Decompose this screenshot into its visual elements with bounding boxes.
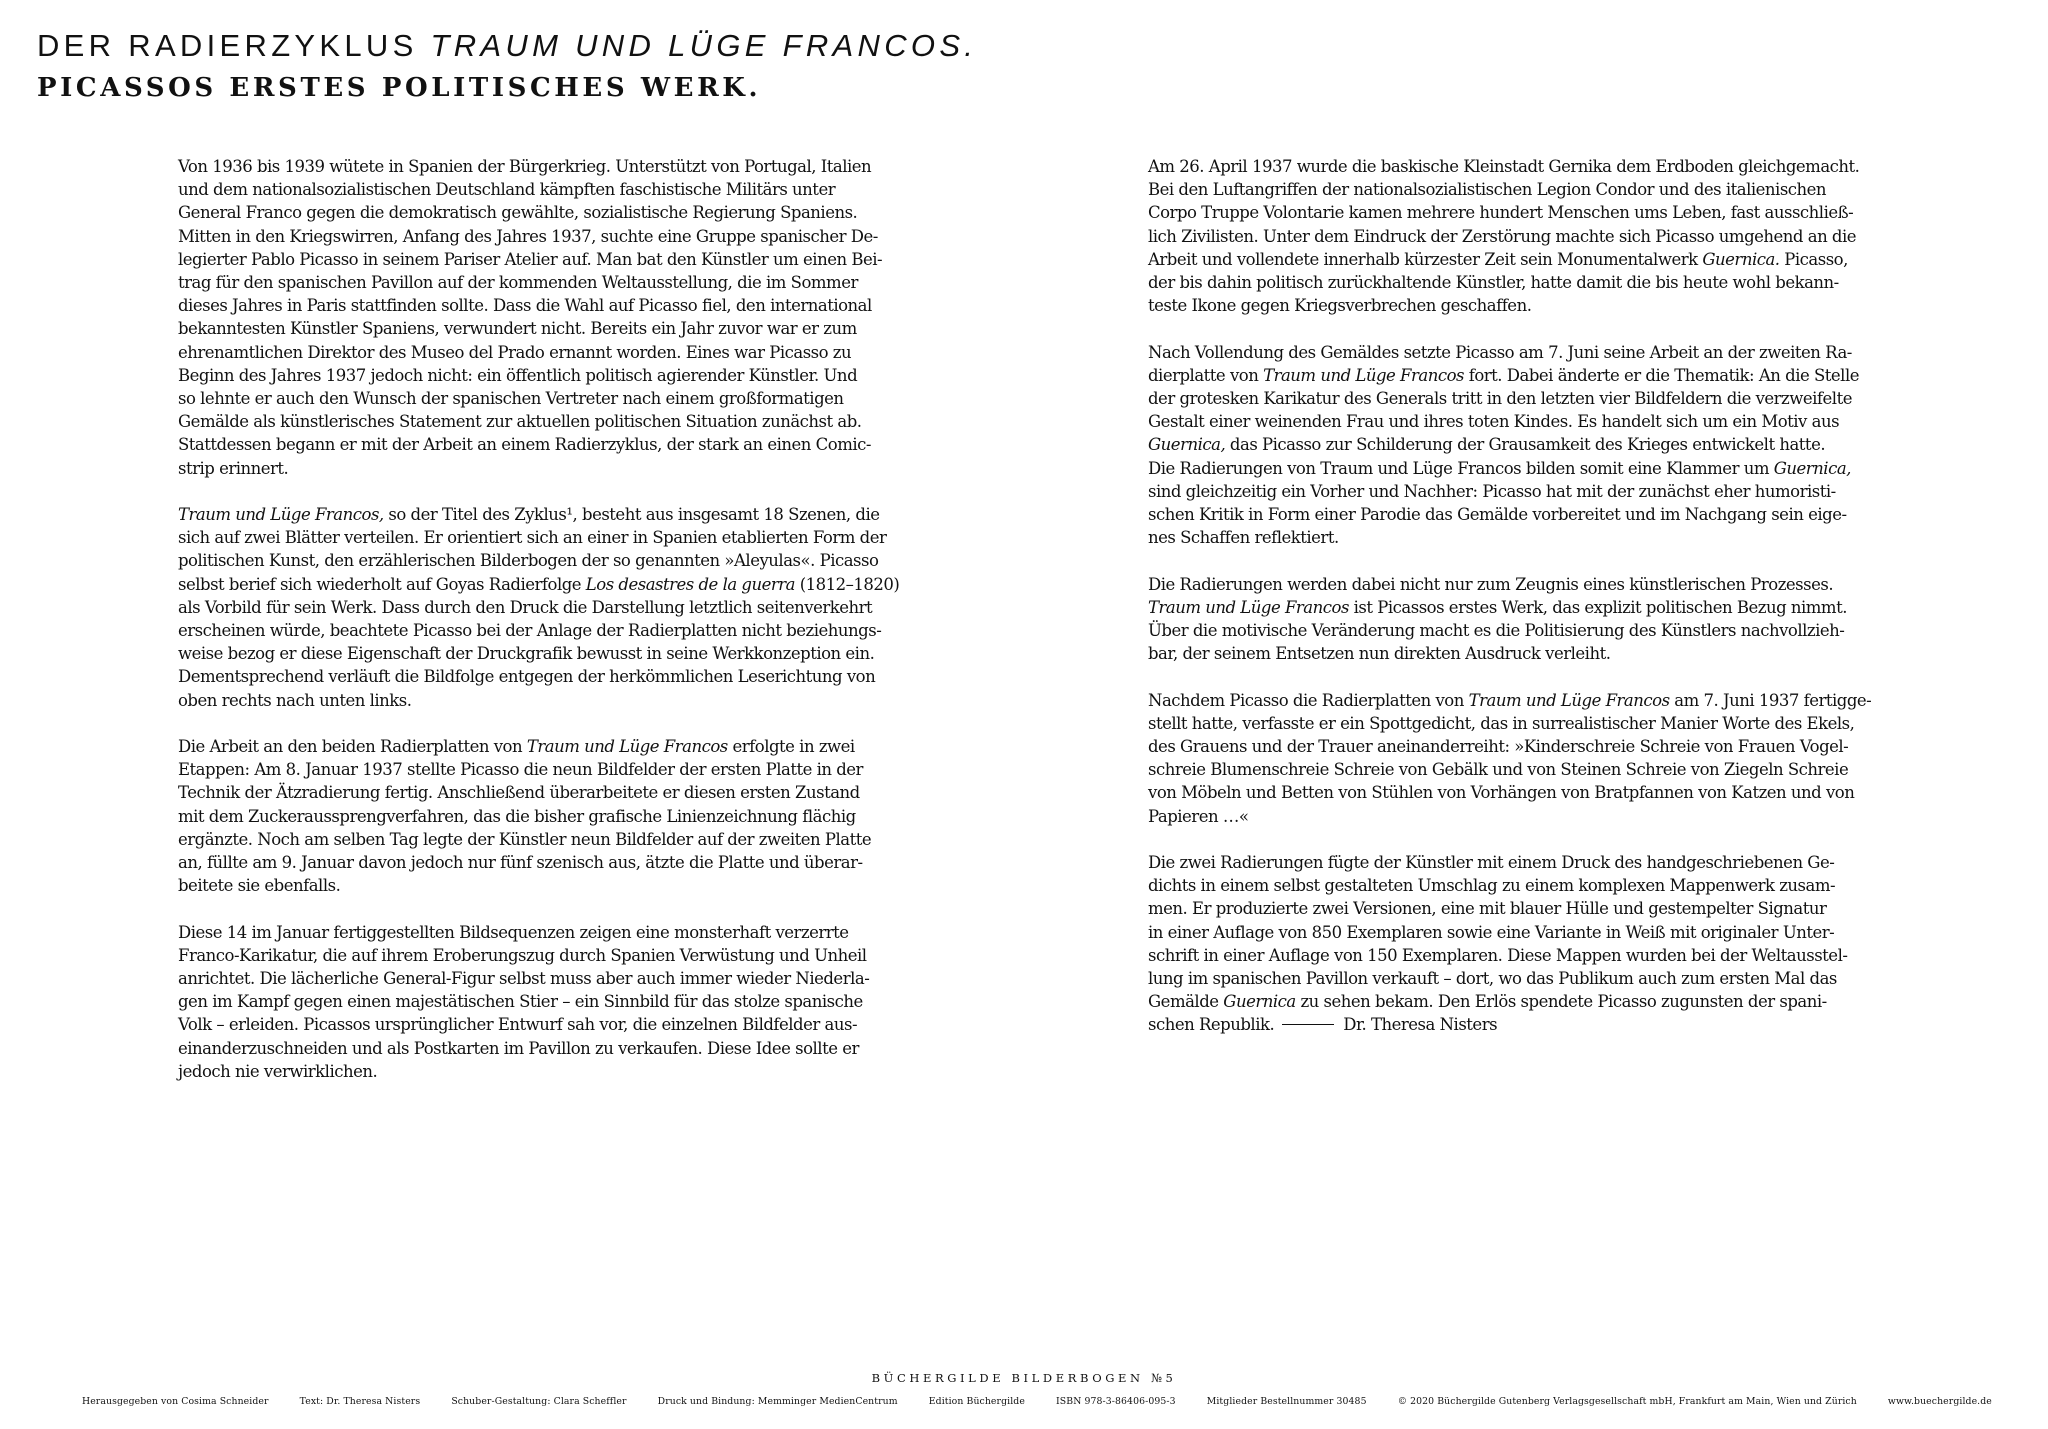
text-line: Corpo Truppe Volontarie kamen mehrere hundert Menschen ums Leben, fast ausschließ- bbox=[1148, 203, 1854, 223]
signature-dash bbox=[1282, 1024, 1334, 1025]
text-line: der grotesken Karikatur des Generals tritt in den letzten vier Bildfeldern die verzweifelte bbox=[1148, 389, 1852, 409]
paragraph-right-3 bbox=[1148, 573, 1876, 666]
text-line: dieses Jahres in Paris stattfinden sollte. Dass die Wahl auf Picasso fiel, den international bbox=[178, 296, 872, 316]
text-line bbox=[1148, 689, 1876, 712]
text-line: einanderzuschneiden und als Postkarten im Pavillon zu verkaufen. Diese Idee sollte er bbox=[178, 1038, 859, 1058]
left-column bbox=[178, 155, 906, 1106]
text-line: men. Er produzierte zwei Versionen, eine mit blauer Hülle und gestempelter Signatur bbox=[1148, 899, 1827, 919]
text-line: beitete sie ebenfalls. bbox=[178, 876, 341, 896]
colophon bbox=[82, 1395, 1992, 1409]
text-run: Arbeit und vollendete innerhalb kürzester Zeit sein Monumentalwerk bbox=[1148, 249, 1703, 269]
page-title-prefix: DER RADIERZYKLUS bbox=[37, 28, 431, 63]
text-line: Papieren …« bbox=[1148, 806, 1249, 826]
text-line: und dem nationalsozialistischen Deutschland kämpften faschistische Militärs unter bbox=[178, 180, 836, 200]
text-line: Stattdessen begann er mit der Arbeit an einem Radierzyklus, der stark an einen Comic- bbox=[178, 435, 871, 455]
text-line bbox=[1148, 596, 1876, 619]
text-line: Diese 14 im Januar fertiggestellten Bildsequenzen zeigen eine monsterhaft verzerrte bbox=[178, 922, 849, 942]
text-line: Gemälde als künstlerisches Statement zur aktuellen politischen Situation zunächst ab. bbox=[178, 412, 862, 432]
text-line: stellt hatte, verfasste er ein Spottgedicht, das in surrealistischer Manier Worte des Ekels, bbox=[1148, 713, 1855, 733]
text-line: bar, der seinem Entsetzen nun direkten Ausdruck verleiht. bbox=[1148, 644, 1611, 664]
text-line bbox=[178, 503, 906, 526]
paragraph-left-3 bbox=[178, 735, 906, 897]
text-line: sind gleichzeitig ein Vorher und Nachher: Picasso hat mit der zunächst eher humoristi- bbox=[1148, 481, 1836, 501]
text-line: Von 1936 bis 1939 wütete in Spanien der Bürgerkrieg. Unterstützt von Portugal, Italien bbox=[178, 157, 872, 176]
text-line: Nach Vollendung des Gemäldes setzte Picasso am 7. Juni seine Arbeit an der zweiten Ra- bbox=[1148, 342, 1852, 362]
text-line: ergänzte. Noch am selben Tag legte der Künstler neun Bildfelder auf der zweiten Platte bbox=[178, 829, 872, 849]
text-line: Dementsprechend verläuft die Bildfolge entgegen der herkömmlichen Leserichtung von bbox=[178, 667, 876, 687]
credit-print: Druck und Bindung: Memminger MedienCentrum bbox=[657, 1396, 898, 1407]
credit-order-number: Mitglieder Bestellnummer 30485 bbox=[1206, 1396, 1367, 1407]
text-run: zu sehen bekam. Den Erlös spendete Picasso zugunsten der spani- bbox=[1295, 992, 1827, 1012]
paragraph-left-2 bbox=[178, 503, 906, 712]
italic-work-title: Guernica. bbox=[1702, 249, 1780, 269]
text-line: teste Ikone gegen Kriegsverbrechen geschaffen. bbox=[1148, 296, 1532, 316]
italic-work-title: Guernica, bbox=[1773, 458, 1851, 478]
text-line: jedoch nie verwirklichen. bbox=[178, 1061, 378, 1081]
text-line bbox=[1148, 433, 1876, 456]
credit-edition: Edition Büchergilde bbox=[928, 1396, 1025, 1407]
text-run: Gemälde bbox=[1148, 992, 1224, 1012]
italic-work-title: Guernica bbox=[1223, 992, 1296, 1012]
text-line: nes Schaffen reflektiert. bbox=[1148, 528, 1339, 548]
text-line bbox=[1148, 248, 1876, 271]
credit-design: Schuber-Gestaltung: Clara Scheffler bbox=[451, 1396, 627, 1407]
text-run: Nachdem Picasso die Radierplatten von bbox=[1148, 690, 1469, 710]
text-line: strip erinnert. bbox=[178, 458, 289, 478]
text-line: weise bezog er diese Eigenschaft der Druckgrafik bewusst in seine Werkkonzeption ein. bbox=[178, 644, 875, 664]
credit-text: Text: Dr. Theresa Nisters bbox=[299, 1396, 421, 1407]
text-line bbox=[1148, 364, 1876, 387]
text-line: lich Zivilisten. Unter dem Eindruck der Zerstörung machte sich Picasso umgehend an die bbox=[1148, 226, 1857, 246]
text-line bbox=[1148, 990, 1876, 1013]
text-line: politischen Kunst, den erzählerischen Bilderbogen der so genannten »Aleyulas«. Picasso bbox=[178, 551, 879, 571]
text-run: Die Arbeit an den beiden Radierplatten von bbox=[178, 737, 527, 757]
series-title: BÜCHERGILDE BILDERBOGEN №5 bbox=[871, 1371, 1177, 1385]
paragraph-left-1 bbox=[178, 155, 906, 480]
website-link[interactable]: www.buechergilde.de bbox=[1887, 1396, 1992, 1407]
text-line: Die zwei Radierungen fügte der Künstler mit einem Druck des handgeschriebenen Ge- bbox=[1148, 853, 1835, 873]
text-line: Die Radierungen werden dabei nicht nur zum Zeugnis eines künstlerischen Prozesses. bbox=[1148, 574, 1834, 594]
text-line: Franco-Karikatur, die auf ihrem Eroberungszug durch Spanien Verwüstung und Unheil bbox=[178, 945, 867, 965]
text-line bbox=[1148, 1013, 1876, 1036]
paragraph-right-5 bbox=[1148, 851, 1876, 1037]
text-line: gen im Kampf gegen einen majestätischen Stier – ein Sinnbild für das stolze spanische bbox=[178, 992, 863, 1012]
paragraph-right-2 bbox=[1148, 341, 1876, 550]
text-line: erscheinen würde, beachtete Picasso bei der Anlage der Radierplatten nicht beziehungs- bbox=[178, 621, 882, 641]
text-run: fort. Dabei änderte er die Thematik: An die Stelle bbox=[1463, 365, 1860, 385]
italic-work-title: Guernica, bbox=[1148, 435, 1226, 455]
title-block bbox=[37, 24, 977, 108]
text-run: ist Picassos erstes Werk, das explizit politischen Bezug nimmt. bbox=[1348, 597, 1847, 617]
italic-work-title: Los desastres de la guerra bbox=[585, 574, 795, 594]
page-title-work: TRAUM UND LÜGE FRANCOS. bbox=[430, 28, 978, 63]
text-line: schen Kritik in Form einer Parodie das Gemälde vorbereitet und im Nachgang sein eige- bbox=[1148, 505, 1847, 525]
italic-work-title: Traum und Lüge Francos bbox=[1148, 597, 1349, 617]
text-run: so der Titel des Zyklus¹, besteht aus insgesamt 18 Szenen, die bbox=[383, 505, 880, 525]
page-subtitle: PICASSOS ERSTES POLITISCHES WERK. bbox=[37, 73, 762, 103]
text-run: Picasso, bbox=[1779, 249, 1848, 269]
text-line: Am 26. April 1937 wurde die baskische Kleinstadt Gernika dem Erdboden gleichgemacht. bbox=[1148, 157, 1860, 176]
text-line: Über die motivische Veränderung macht es die Politisierung des Künstlers nachvollzieh- bbox=[1148, 621, 1845, 641]
italic-work-title: Traum und Lüge Francos bbox=[1468, 690, 1670, 710]
text-line: Beginn des Jahres 1937 jedoch nicht: ein öffentlich politisch agierender Künstler. Und bbox=[178, 365, 858, 385]
text-line: General Franco gegen die demokratisch gewählte, sozialistische Regierung Spaniens. bbox=[178, 203, 858, 223]
text-line: von Möbeln und Betten von Stühlen von Vorhängen von Bratpfannen von Katzen und von bbox=[1148, 783, 1855, 803]
paragraph-right-4 bbox=[1148, 689, 1876, 828]
text-line: des Grauens und der Trauer aneinanderreiht: »Kinderschreie Schreie von Frauen Vogel- bbox=[1148, 737, 1849, 757]
paragraph-left-4 bbox=[178, 921, 906, 1083]
credit-copyright: © 2020 Büchergilde Gutenberg Verlagsgesellschaft mbH, Frankfurt am Main, Wien und Zürich bbox=[1397, 1396, 1857, 1407]
text-run: Die Radierungen von Traum und Lüge Francos bilden somit eine Klammer um bbox=[1148, 458, 1774, 478]
text-line: schreie Blumenschreie Schreie von Gebälk und von Steinen Schreie von Ziegeln Schreie bbox=[1148, 760, 1849, 780]
text-line: in einer Auflage von 850 Exemplaren sowie eine Variante in Weiß mit originaler Unter- bbox=[1148, 922, 1835, 942]
text-line bbox=[1148, 457, 1876, 480]
italic-work-title: Traum und Lüge Francos bbox=[526, 737, 728, 757]
text-line: ehrenamtlichen Direktor des Museo del Prado ernannt worden. Eines war Picasso zu bbox=[178, 342, 852, 362]
text-run: schen Republik. bbox=[1148, 1015, 1275, 1035]
text-line: so lehnte er auch den Wunsch der spanischen Vertreter nach einem großformatigen bbox=[178, 389, 844, 409]
text-line: trag für den spanischen Pavillon auf der kommenden Weltausstellung, die im Sommer bbox=[178, 273, 858, 293]
text-line: schrift in einer Auflage von 150 Exemplaren. Diese Mappen wurden bei der Weltausstel- bbox=[1148, 945, 1848, 965]
text-run: erfolgte in zwei bbox=[727, 737, 855, 757]
text-line: sich auf zwei Blätter verteilen. Er orientiert sich an einer in Spanien etablierten Form der bbox=[178, 528, 887, 548]
text-line: Etappen: Am 8. Januar 1937 stellte Picasso die neun Bildfelder der ersten Platte in der bbox=[178, 760, 863, 780]
text-run: dierplatte von bbox=[1148, 365, 1264, 385]
text-line: bekanntesten Künstler Spaniens, verwundert nicht. Bereits ein Jahr zuvor war er zum bbox=[178, 319, 857, 339]
text-line: dichts in einem selbst gestalteten Umschlag zu einem komplexen Mappenwerk zusam- bbox=[1148, 876, 1836, 896]
text-line: lung im spanischen Pavillon verkauft – dort, wo das Publikum auch zum ersten Mal das bbox=[1148, 969, 1837, 989]
text-line: Volk – erleiden. Picassos ursprünglicher Entwurf sah vor, die einzelnen Bildfelder aus- bbox=[178, 1015, 858, 1035]
text-line: Technik der Ätzradierung fertig. Anschließend überarbeitete er diesen ersten Zustand bbox=[178, 783, 860, 803]
text-line: anrichtet. Die lächerliche General-Figur selbst muss aber auch immer wieder Niederla- bbox=[178, 969, 870, 989]
italic-work-title: Traum und Lüge Francos bbox=[1263, 365, 1464, 385]
page-title bbox=[37, 24, 977, 68]
credit-editor: Herausgegeben von Cosima Schneider bbox=[82, 1396, 269, 1407]
text-line: Gestalt einer weinenden Frau und ihres toten Kindes. Es handelt sich um ein Motiv aus bbox=[1148, 412, 1840, 432]
text-line bbox=[178, 573, 906, 596]
text-line: oben rechts nach unten links. bbox=[178, 690, 412, 710]
right-column bbox=[1148, 155, 1876, 1060]
author-signature: Dr. Theresa Nisters bbox=[1343, 1015, 1498, 1035]
text-line bbox=[178, 735, 906, 758]
text-line: als Vorbild für sein Werk. Dass durch den Druck die Darstellung letztlich seitenverkehrt bbox=[178, 597, 873, 617]
text-line: an, füllte am 9. Januar davon jedoch nur fünf szenisch aus, ätzte die Platte und überar- bbox=[178, 853, 863, 873]
text-run: selbst berief sich wiederholt auf Goyas Radierfolge bbox=[178, 574, 586, 594]
text-line: Bei den Luftangriffen der nationalsozialistischen Legion Condor und des italienischen bbox=[1148, 180, 1827, 200]
text-line: mit dem Zuckeraussprengverfahren, das die bisher grafische Linienzeichnung flächig bbox=[178, 806, 856, 826]
text-run: das Picasso zur Schilderung der Grausamkeit des Krieges entwickelt hatte. bbox=[1225, 435, 1826, 455]
text-line: der bis dahin politisch zurückhaltende Künstler, hatte damit die bis heute wohl bekann- bbox=[1148, 273, 1839, 293]
text-run: am 7. Juni 1937 fertigge- bbox=[1669, 690, 1872, 710]
text-line: legierter Pablo Picasso in seinem Pariser Atelier auf. Man bat den Künstler um einen Bei- bbox=[178, 249, 883, 269]
text-line: Mitten in den Kriegswirren, Anfang des Jahres 1937, suchte eine Gruppe spanischer De- bbox=[178, 226, 878, 246]
italic-work-title: Traum und Lüge Francos, bbox=[178, 505, 384, 525]
paragraph-right-1 bbox=[1148, 155, 1876, 317]
credit-isbn: ISBN 978-3-86406-095-3 bbox=[1056, 1396, 1176, 1407]
text-run: (1812–1820) bbox=[795, 574, 900, 594]
